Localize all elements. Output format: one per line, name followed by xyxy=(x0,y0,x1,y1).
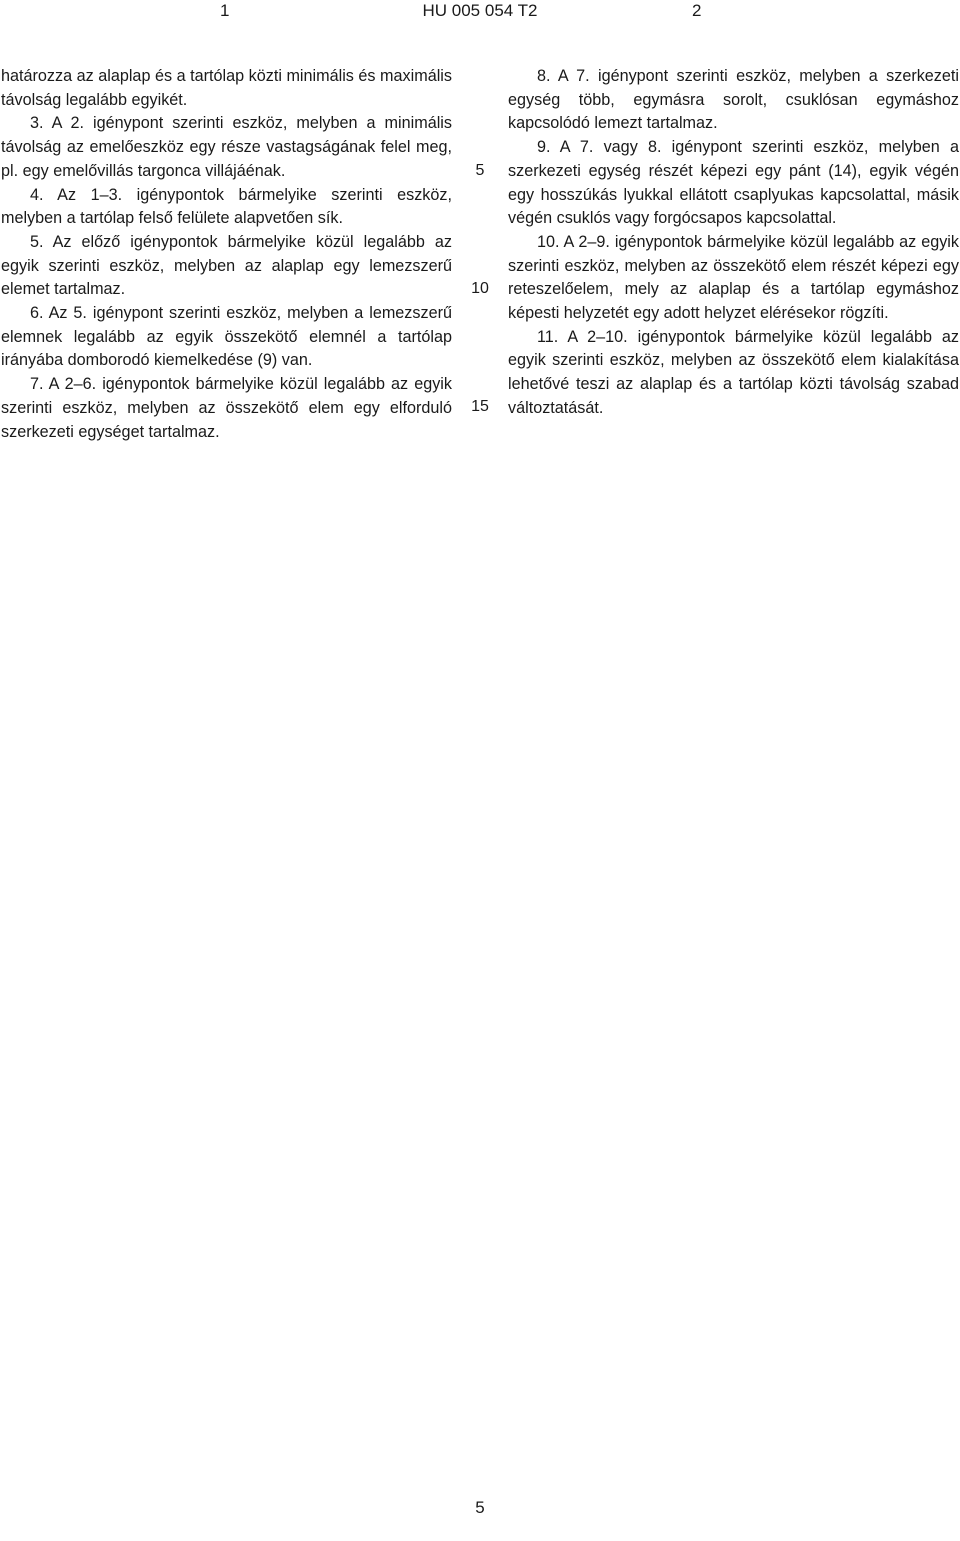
line-number-5: 5 xyxy=(475,162,485,179)
claim-8: 8. A 7. igénypont szerinti eszköz, melyben a szerkezeti egység több, egymásra sorolt, csuklósan egymáshoz kapcsolódó lemezt tartalmaz. xyxy=(508,67,959,133)
footer-page-number: 5 xyxy=(475,1498,485,1517)
paragraph-continuation: határozza az alaplap és a tartólap közti minimális és maximális távolság legalább egyikét. xyxy=(1,67,452,109)
claim-11: 11. A 2–10. igénypontok bármelyike közül legalább az egyik szerinti eszköz, melyben az összekötő elem kialakítása lehetővé teszi az alaplap és a tartólap közti távolság szabad változtatását. xyxy=(508,327,959,417)
header-right-page-number: 2 xyxy=(692,1,702,20)
header-document-id: HU 005 054 T2 xyxy=(422,1,538,20)
claim-7: 7. A 2–6. igénypontok bármelyike közül legalább az egyik szerinti eszköz, melyben az összekötő elem egy elforduló szerkezeti egységet tartalmaz. xyxy=(1,375,452,441)
header-left-page-number: 1 xyxy=(220,1,230,20)
line-number-10: 10 xyxy=(471,280,489,297)
claim-6: 6. Az 5. igénypont szerinti eszköz, melyben a lemezszerű elemnek legalább az egyik összekötő elemnél a tartólap irányába domborodó kiemelkedése (9) van. xyxy=(1,304,452,370)
line-number-15: 15 xyxy=(471,398,489,415)
claim-9: 9. A 7. vagy 8. igénypont szerinti eszköz, melyben a szerkezeti egység részét képezi egy pánt (14), egyik végén egy hosszúkás lyukkal ellátott csaplyukas kapcsolattal, másik végén csuklós vagy forgócsapos kapcsolattal. xyxy=(508,138,959,228)
claim-4: 4. Az 1–3. igénypontok bármelyike szerinti eszköz, melyben a tartólap felső felülete alapvetően sík. xyxy=(1,185,452,228)
claim-5: 5. Az előző igénypontok bármelyike közül legalább az egyik szerinti eszköz, melyben az alaplap egy lemezszerű elemet tartalmaz. xyxy=(1,232,452,299)
left-column xyxy=(1,65,452,444)
claim-3: 3. A 2. igénypont szerinti eszköz, melyben a minimális távolság az emelőeszköz egy része vastagságának felel meg, pl. egy emelővillás targonca villájáénak. xyxy=(1,114,452,180)
claim-10: 10. A 2–9. igénypontok bármelyike közül legalább az egyik szerinti eszköz, melyben az összekötő elem részét képezi egy reteszelőelem, mely az alaplap és a tartólap egymáshoz képesti helyzetét egy adott helyzet elérésekor rögzíti. xyxy=(508,232,959,323)
right-column xyxy=(508,65,959,421)
